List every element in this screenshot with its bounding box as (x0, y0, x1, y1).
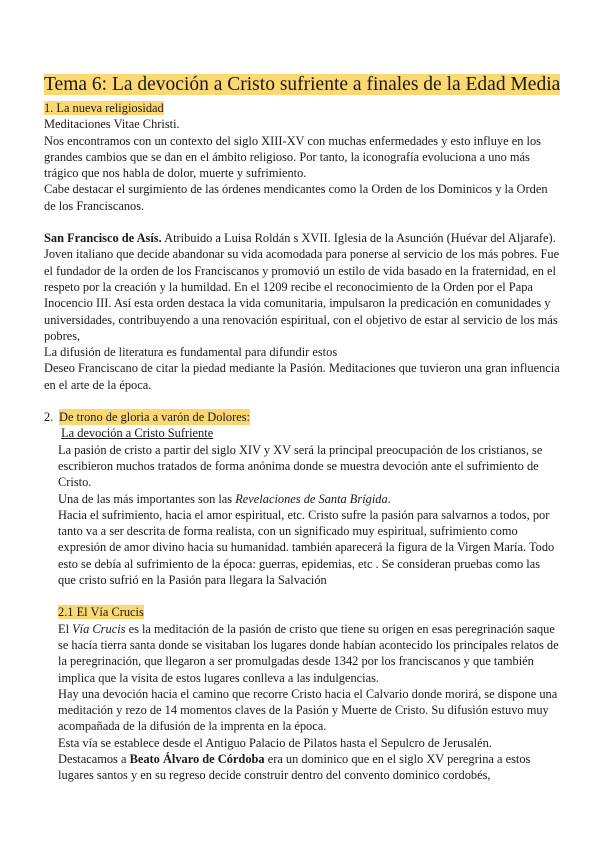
section21-p1: El Vía Crucis es la meditación de la pasión de cristo que tiene su origen en esas peregrinación saque se hacía tierra santa donde se visitaban los lugares donde habían acontecido los principales relatos de la peregrinación, que llegaron a ser promulgadas desde 1342 por los franciscanos y que también implica que la visita de estos lugares conlleva a las indulgencias. (58, 621, 559, 685)
section2-body (44, 425, 560, 783)
section2-subheading: La devoción a Cristo Sufriente (61, 426, 214, 441)
section2-p3: Hacia el sufrimiento, hacia el amor espiritual, etc. Cristo sufre la pasión para salvarnos a todos, por tanto va a ser descrita de forma realista, con un significado muy espiritual, sufrimiento como expresión de amor divino hacia su humanidad. también aparecerá la figura de la Virgen María. Todo esto se debía al sufrimiento de la época: guerras, epidemias, etc . Se consideran pruebas como las que cristo sufrió en la Pasión para llegara la Salvación (58, 507, 555, 588)
section2-p1: La pasión de cristo a partir del siglo XIV y XV será la principal preocupación de los cristianos, se escribieron muchos tratados de forma anónima donde se muestra devoción ante el sufrimiento de Cristo. (58, 442, 543, 490)
francisco-paragraph (44, 230, 560, 344)
section21-p3: Esta vía se establece desde el Antiguo Palacio de Pilatos hasta el Sepulcro de Jerusalén. (58, 735, 492, 750)
section1-line2-1: Deseo Franciscano de citar la piedad mediante la Pasión. Meditaciones que tuvieron una gran influencia en el arte de la época. (44, 361, 560, 392)
spacer (58, 588, 560, 604)
francisco-text: Atribuido a Luisa Roldán s XVII. Iglesia de la Asunción (Huévar del Aljarafe). Joven italiano que decide abandonar su vida acomodada para ponerse al servicio de los más pobres. Fue el fundador de la orden de los Franciscanos y promovió un estilo de vida basado en la fraternidad, en el respeto por la creación y la humildad. En el 1209 recibe el reconocimiento de la Orden por el Papa Inocencio III. Así esta orden destaca la vida comunitaria, impulsaron la predicación en comunidades y universidades, contribuyendo a una renovación espiritual, con el objetivo de estar al servicio de los más pobres, (44, 231, 560, 343)
page-title (44, 72, 560, 97)
section2-p2: Una de las más importantes son las Revelaciones de Santa Brígida. (58, 491, 391, 506)
section21-p4: Destacamos a Beato Álvaro de Córdoba era un dominico que en el siglo XV peregrina a estos lugares santos y en su regreso decide construir dentro del convento dominico cordobés, (58, 751, 531, 783)
spacer (44, 214, 560, 230)
section1-heading: 1. La nueva religiosidad (44, 101, 164, 115)
section1-line-1: Nos encontramos con un contexto del siglo XIII-XV con muchas enfermedades y esto influye en los grandes cambios que se dan en el ámbito religioso. Por tanto, la iconografía evoluciona a uno más trágico que nos habla de dolor, muerte y sufrimiento. (44, 133, 541, 181)
section2-title: De trono de gloria a varón de Dolores: (59, 410, 250, 425)
section2-number: 2. (44, 410, 54, 425)
section21-p2: Hay una devoción hacia el camino que recorre Cristo hacia el Calvario donde morirá, se dispone una meditación y rezo de 14 momentos claves de la Pasión y Muerte de Cristo. Su difusión estuvo muy acompañada de la difusión de la imprenta en la época. (58, 686, 558, 734)
title-highlight: Tema 6: La devoción a Cristo sufriente a finales de la Edad Media (44, 74, 561, 95)
section1-line-2: Cabe destacar el surgimiento de las órdenes mendicantes como la Orden de los Dominicos y la Orden de los Franciscanos. (44, 182, 548, 213)
section1-line2-0: La difusión de literatura es fundamental para difundir estos (44, 345, 338, 360)
section1-line-0: Meditaciones Vitae Christi. (44, 117, 180, 132)
spacer (44, 393, 560, 409)
via-crucis-italic: Vía Crucis (72, 621, 126, 636)
document-body (44, 72, 560, 784)
santa-brigida-title: Revelaciones de Santa Brígida (235, 491, 388, 506)
beato-alvaro-bold: Beato Álvaro de Córdoba (129, 751, 265, 766)
section2-heading (44, 409, 560, 425)
francisco-bold: San Francisco de Asís. (44, 231, 162, 246)
section21-heading: 2.1 El Vía Crucis (58, 605, 144, 620)
